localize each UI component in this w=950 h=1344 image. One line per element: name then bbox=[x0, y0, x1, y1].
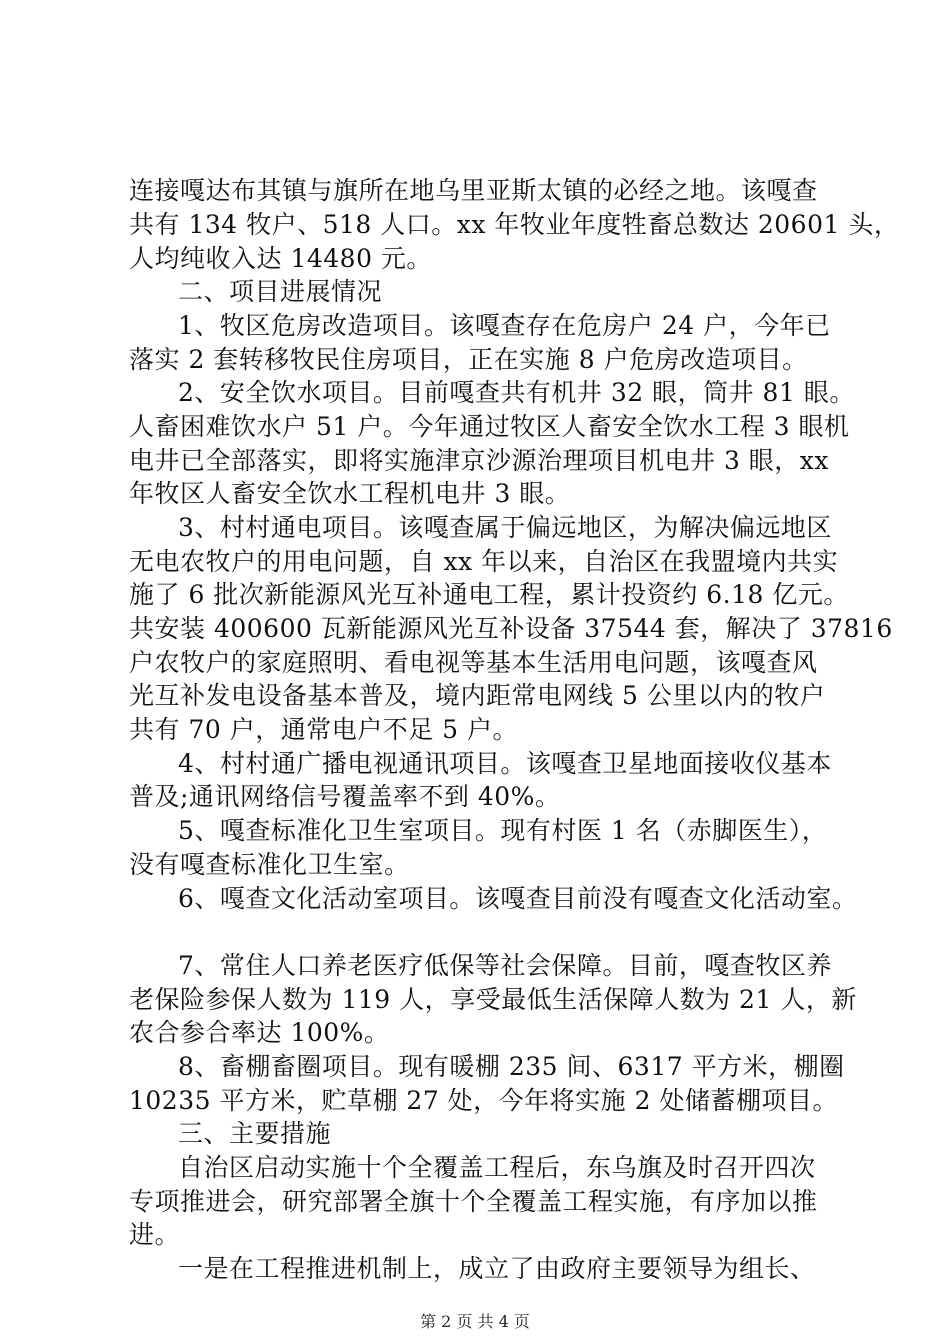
text-line: 共安装 400600 瓦新能源风光互补设备 37544 套，解决了 37816 bbox=[129, 614, 893, 643]
text-line: 2、安全饮水项目。目前嘎查共有机井 32 眼，筒井 81 眼。 bbox=[178, 378, 855, 407]
text-line: 共有 134 牧户、518 人口。xx 年牧业年度牲畜总数达 20601 头， bbox=[129, 210, 900, 239]
text-line: 农合参合率达 100%。 bbox=[129, 1018, 390, 1047]
text-line: 人畜困难饮水户 51 户。今年通过牧区人畜安全饮水工程 3 眼机 bbox=[129, 412, 850, 441]
text-line: 连接嘎达布其镇与旗所在地乌里亚斯太镇的必经之地。该嘎查 bbox=[129, 176, 818, 205]
text-line: 户农牧户的家庭照明、看电视等基本生活用电问题，该嘎查风 bbox=[129, 648, 818, 677]
text-line: 4、村村通广播电视通讯项目。该嘎查卫星地面接收仪基本 bbox=[178, 749, 832, 778]
text-line: 专项推进会，研究部署全旗十个全覆盖工程实施，有序加以推 bbox=[129, 1187, 818, 1216]
text-line: 落实 2 套转移牧民住房项目，正在实施 8 户危房改造项目。 bbox=[129, 345, 808, 374]
text-line: 普及;通讯网络信号覆盖率不到 40%。 bbox=[129, 782, 561, 811]
text-line: 一是在工程推进机制上，成立了由政府主要领导为组长、 bbox=[178, 1254, 816, 1283]
text-line: 自治区启动实施十个全覆盖工程后，东乌旗及时召开四次 bbox=[178, 1153, 816, 1182]
text-line: 5、嘎查标准化卫生室项目。现有村医 1 名（赤脚医生）， bbox=[178, 816, 828, 845]
text-line: 10235 平方米，贮草棚 27 处，今年将实施 2 处储蓄棚项目。 bbox=[129, 1086, 838, 1115]
text-line: 老保险参保人数为 119 人，享受最低生活保障人数为 21 人，新 bbox=[129, 985, 857, 1014]
text-line: 年牧区人畜安全饮水工程机电井 3 眼。 bbox=[129, 479, 571, 508]
text-line: 6、嘎查文化活动室项目。该嘎查目前没有嘎查文化活动室。 bbox=[178, 884, 858, 913]
text-line: 进。 bbox=[129, 1220, 181, 1249]
section-heading: 二、项目进展情况 bbox=[178, 277, 383, 306]
text-line: 光互补发电设备基本普及，境内距常电网线 5 公里以内的牧户 bbox=[129, 681, 826, 710]
text-line: 施了 6 批次新能源风光互补通电工程，累计投资约 6.18 亿元。 bbox=[129, 580, 849, 609]
text-line: 3、村村通电项目。该嘎查属于偏远地区，为解决偏远地区 bbox=[178, 513, 832, 542]
text-line: 共有 70 户，通常电户不足 5 户。 bbox=[129, 715, 519, 744]
text-line: 8、畜棚畜圈项目。现有暖棚 235 间、6317 平方米，棚圈 bbox=[178, 1052, 845, 1081]
text-line: 1、牧区危房改造项目。该嘎查存在危房户 24 户，今年已 bbox=[178, 311, 831, 340]
page-footer: 第 2 页 共 4 页 bbox=[420, 1312, 530, 1331]
text-line: 没有嘎查标准化卫生室。 bbox=[129, 850, 410, 879]
text-line: 无电农牧户的用电问题，自 xx 年以来，自治区在我盟境内共实 bbox=[129, 547, 839, 576]
text-line: 7、常住人口养老医疗低保等社会保障。目前，嘎查牧区养 bbox=[178, 951, 832, 980]
text-line: 人均纯收入达 14480 元。 bbox=[129, 244, 432, 273]
section-heading: 三、主要措施 bbox=[178, 1119, 332, 1148]
text-line: 电井已全部落实，即将实施津京沙源治理项目机电井 3 眼，xx bbox=[129, 446, 829, 475]
